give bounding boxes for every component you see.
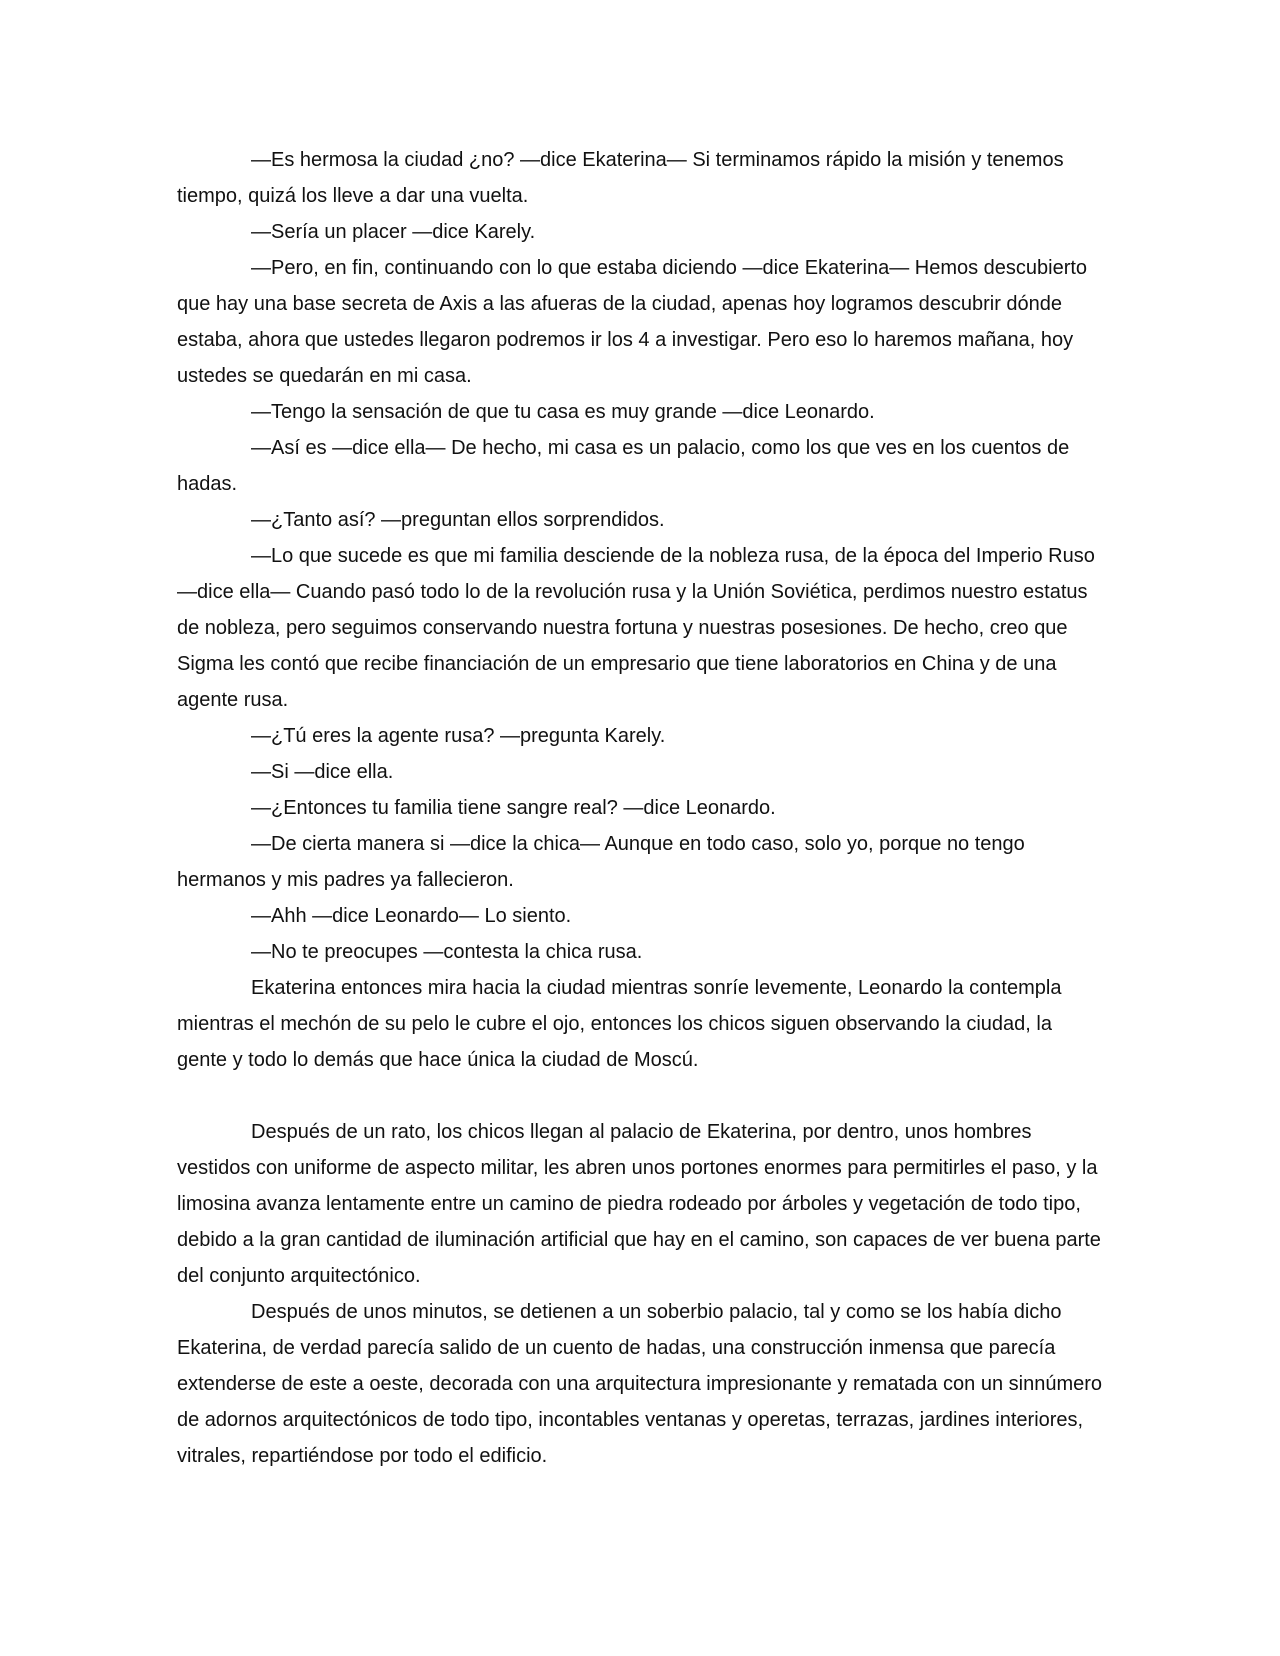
paragraph: ―Si ―dice ella. (251, 761, 394, 783)
paragraph: ―¿Tú eres la agente rusa? ―pregunta Karely. (251, 725, 666, 747)
paragraph: ―¿Tanto así? ―preguntan ellos sorprendidos. (251, 509, 665, 531)
paragraph: ―Sería un placer ―dice Karely. (251, 221, 536, 243)
paragraph: ―Así es ―dice ella― De hecho, mi casa es un palacio, como los que ves en los cuentos de hadas. (177, 437, 1070, 495)
paragraph: ―Pero, en fin, continuando con lo que estaba diciendo ―dice Ekaterina― Hemos descubierto que hay una base secreta de Axis a las afueras de la ciudad, apenas hoy logramos descubrir dónde estaba, ahora que ustedes llegaron podremos ir los 4 a investigar. Pero eso lo haremos mañana, hoy ustedes se quedarán en mi casa. (177, 257, 1088, 387)
paragraph: ―Ahh ―dice Leonardo― Lo siento. (251, 905, 572, 927)
section-break (177, 1078, 1103, 1114)
paragraph: ―Es hermosa la ciudad ¿no? ―dice Ekaterina― Si terminamos rápido la misión y tenemos tiempo, quizá los lleve a dar una vuelta. (177, 149, 1064, 207)
document-body (177, 142, 1103, 1474)
paragraph: Ekaterina entonces mira hacia la ciudad mientras sonríe levemente, Leonardo la contempla mientras el mechón de su pelo le cubre el ojo, entonces los chicos siguen observando la ciudad, la gente y todo lo demás que hace única la ciudad de Moscú. (177, 977, 1062, 1071)
paragraph: Después de un rato, los chicos llegan al palacio de Ekaterina, por dentro, unos hombres vestidos con uniforme de aspecto militar, les abren unos portones enormes para permitirles el paso, y la limosina avanza lentamente entre un camino de piedra rodeado por árboles y vegetación de todo tipo, debido a la gran cantidad de iluminación artificial que hay en el camino, son capaces de ver buena parte del conjunto arquitectónico. (177, 1121, 1101, 1287)
paragraph: Después de unos minutos, se detienen a un soberbio palacio, tal y como se los había dicho Ekaterina, de verdad parecía salido de un cuento de hadas, una construcción inmensa que parecía extenderse de este a oeste, decorada con una arquitectura impresionante y rematada con un sinnúmero de adornos arquitectónicos de todo tipo, incontables ventanas y operetas, terrazas, jardines interiores, vitrales, repartiéndose por todo el edificio. (177, 1301, 1103, 1467)
paragraph: ―De cierta manera si ―dice la chica― Aunque en todo caso, solo yo, porque no tengo hermanos y mis padres ya fallecieron. (177, 833, 1025, 891)
paragraph: ―¿Entonces tu familia tiene sangre real? ―dice Leonardo. (251, 797, 776, 819)
paragraph: ―No te preocupes ―contesta la chica rusa. (251, 941, 643, 963)
paragraph: ―Lo que sucede es que mi familia desciende de la nobleza rusa, de la época del Imperio Ruso ―dice ella― Cuando pasó todo lo de la revolución rusa y la Unión Soviética, perdimos nuestro estatus de nobleza, pero seguimos conservando nuestra fortuna y nuestras posesiones. De hecho, creo que Sigma les contó que recibe financiación de un empresario que tiene laboratorios en China y de una agente rusa. (177, 545, 1095, 711)
paragraph: ―Tengo la sensación de que tu casa es muy grande ―dice Leonardo. (251, 401, 875, 423)
